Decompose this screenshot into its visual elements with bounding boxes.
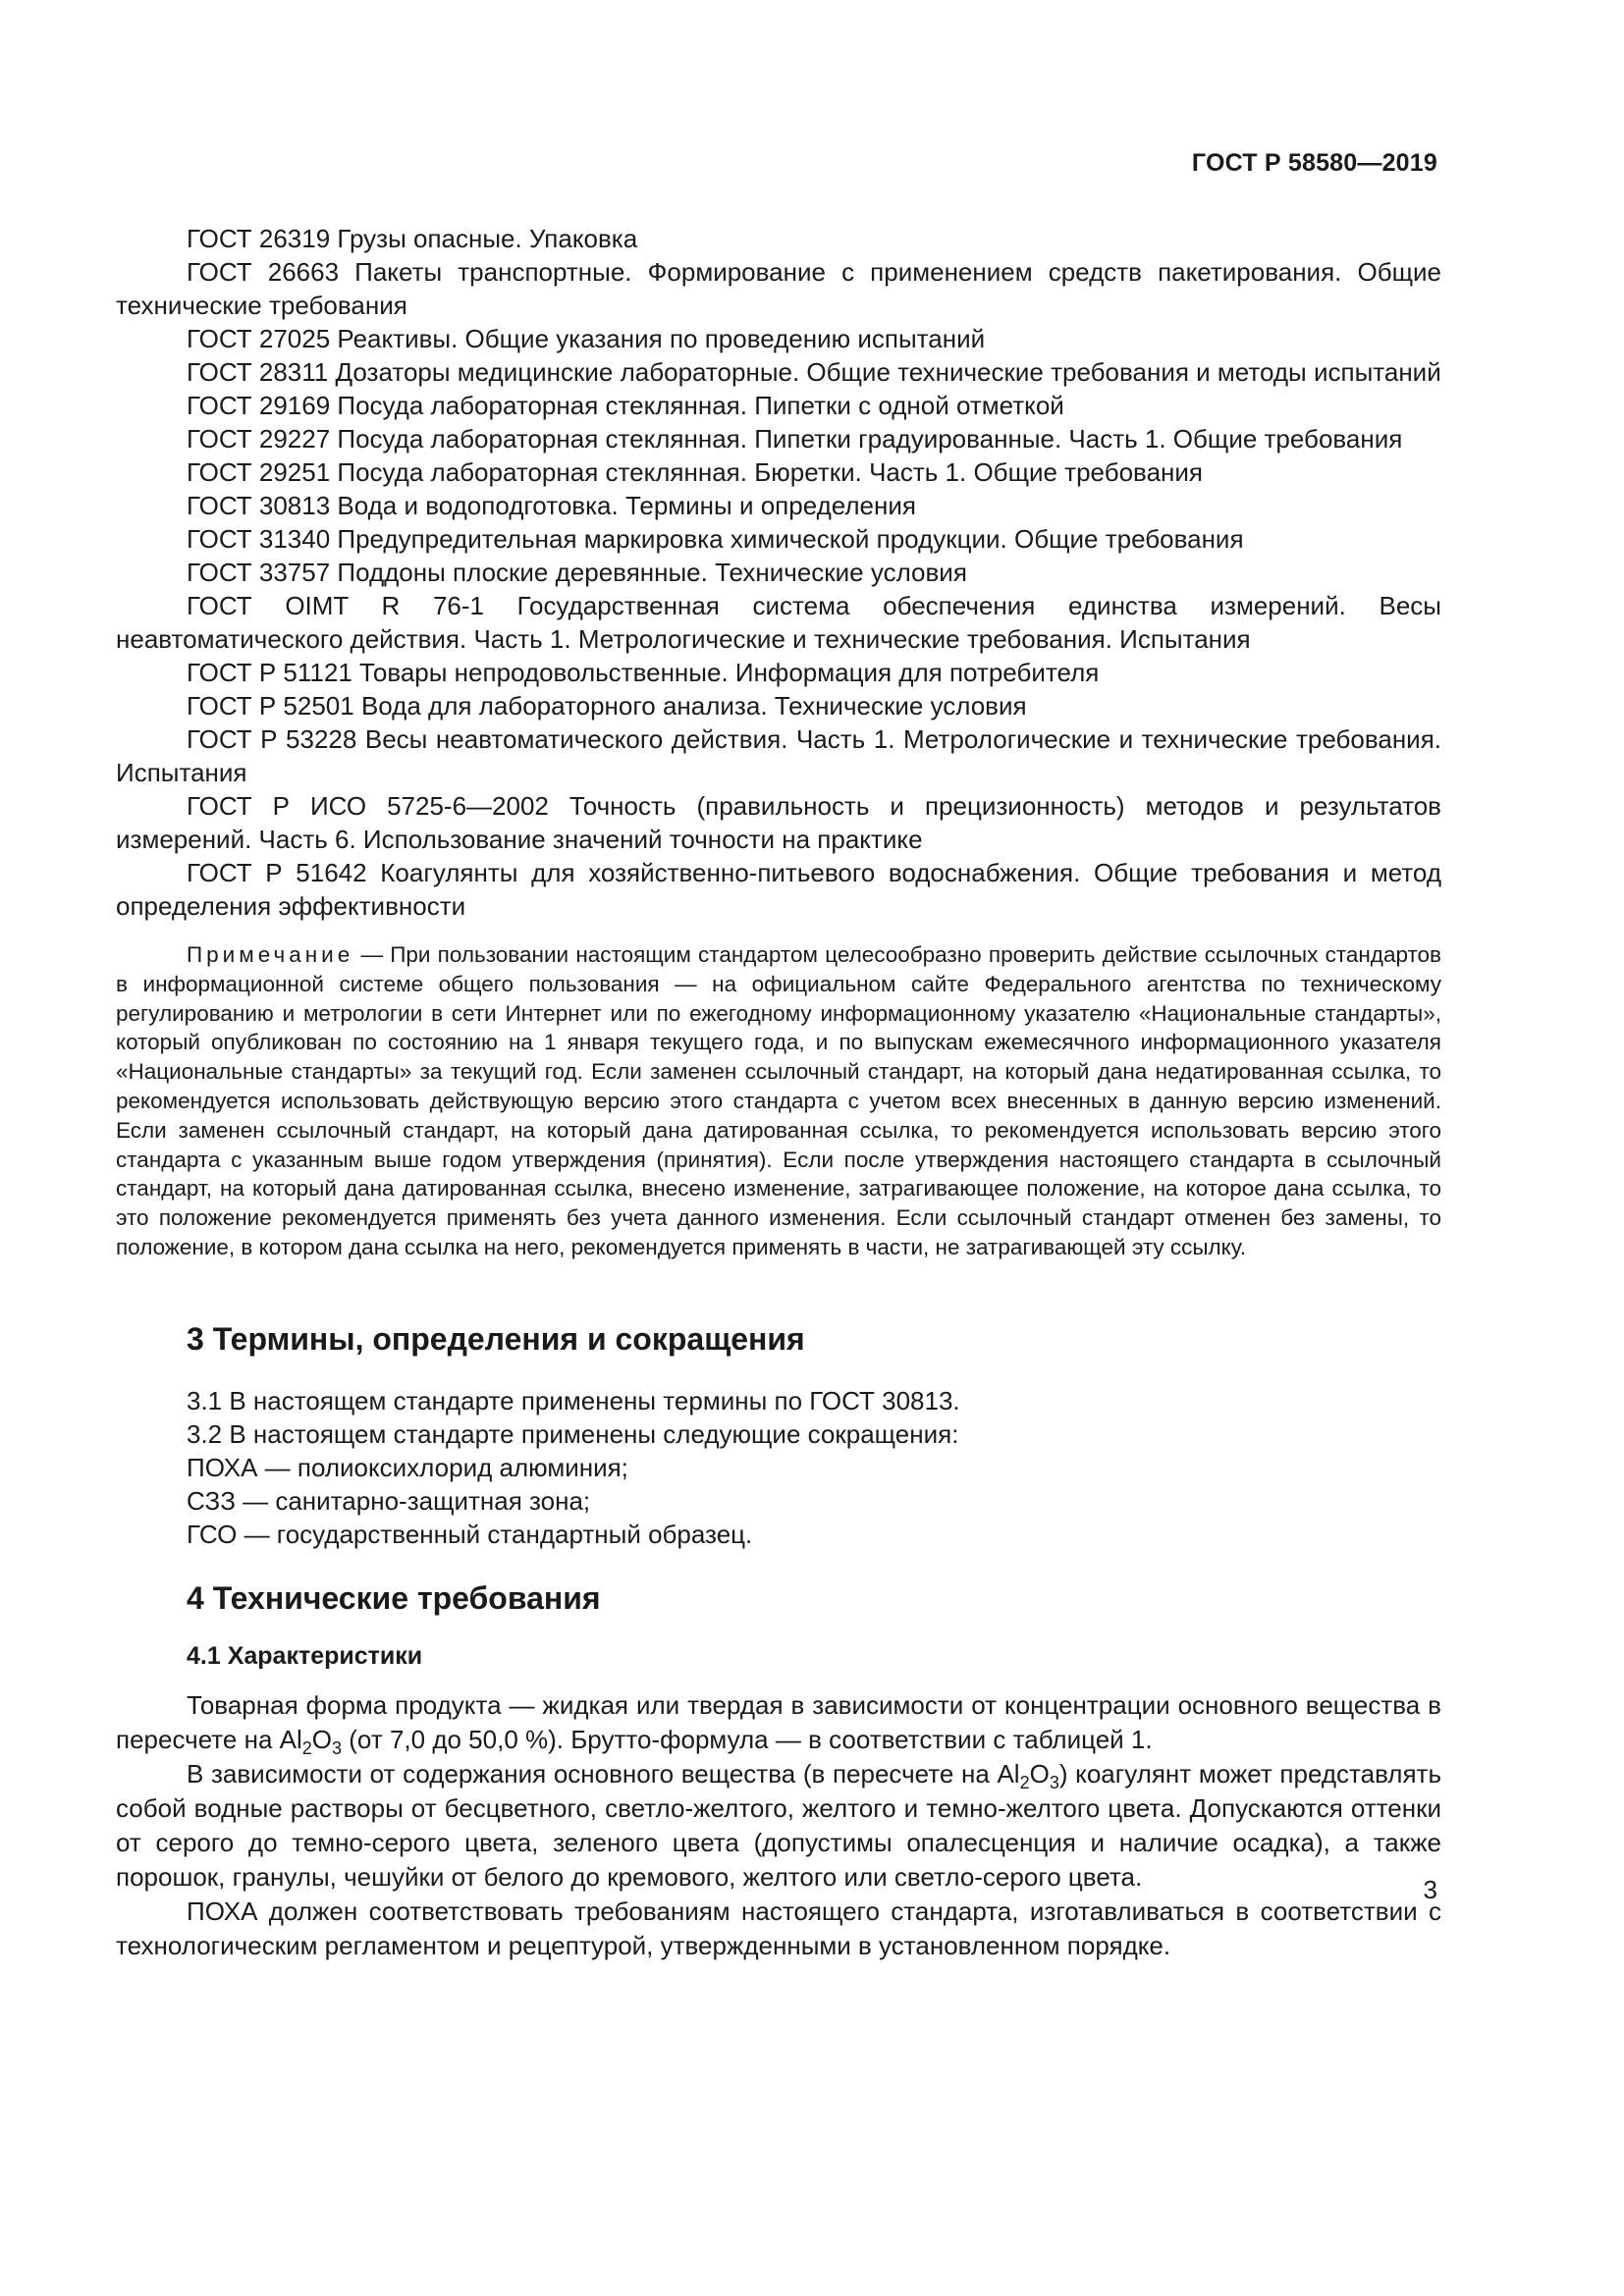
reference-item: ГОСТ 31340 Предупредительная маркировка химической продукции. Общие требования xyxy=(187,524,1244,554)
abbreviation-line: ПОХА — полиоксихлорид алюминия; xyxy=(187,1452,628,1482)
term-line: 3.1 В настоящем стандарте применены термины по ГОСТ 30813. xyxy=(187,1385,960,1415)
reference-item: ГОСТ 29227 Посуда лабораторная стеклянная. Пипетки градуированные. Часть 1. Общие требования xyxy=(187,424,1403,454)
reference-item: ГОСТ Р 51642 Коагулянты для хозяйственно-питьевого водоснабжения. Общие требования и метод определения эффективности xyxy=(116,858,1441,921)
reference-item: ГОСТ 26663 Пакеты транспортные. Формирование с применением средств пакетирования. Общие технические требования xyxy=(116,257,1441,320)
reference-item: ГОСТ 27025 Реактивы. Общие указания по проведению испытаний xyxy=(187,324,986,353)
section-3-content xyxy=(116,1384,1441,1551)
reference-item: ГОСТ 30813 Вода и водоподготовка. Термины и определения xyxy=(187,491,916,520)
reference-item: ГОСТ 33757 Поддоны плоские деревянные. Технические условия xyxy=(187,558,967,587)
subsection-4-1-heading: 4.1 Характеристики xyxy=(187,1641,423,1670)
characteristics-paragraph-3: ПОХА должен соответствовать требованиям настоящего стандарта, изготавливаться в соответствии с технологическим регламентом и рецептурой, утвержденными в установленном порядке. xyxy=(116,1896,1441,1960)
page-body xyxy=(116,222,1441,1963)
reference-item: ГОСТ OIMT R 76-1 Государственная система обеспечения единства измерений. Весы неавтоматического действия. Часть 1. Метрологические и технические требования. Испытания xyxy=(116,591,1441,654)
page-number: 3 xyxy=(1423,1875,1437,1904)
document-id-header: ГОСТ Р 58580—2019 xyxy=(1191,149,1437,177)
characteristics-paragraph-2: В зависимости от содержания основного вещества (в пересчете на $Al_2O_3$) коагулянт может представлять собой водные растворы от бесцветного, светло-желтого, желтого и темно-желтого цвета. Допускаются оттенки от серого до темно-серого цвета, зеленого цвета (допустимы опалесценция и наличие осадка), а также порошок, гранулы, чешуйки от белого до кремового, желтого или светло-серого цвета. xyxy=(116,1758,1441,1892)
reference-item: ГОСТ Р 52501 Вода для лабораторного анализа. Технические условия xyxy=(187,691,1027,721)
normative-references-list xyxy=(116,222,1441,923)
reference-item: ГОСТ Р ИСО 5725-6—2002 Точность (правильность и прецизионность) методов и результатов измерений. Часть 6. Использование значений точности на практике xyxy=(116,791,1441,854)
characteristics-paragraph-1: Товарная форма продукта — жидкая или твердая в зависимости от концентрации основного вещества в пересчете на $Al_2O_3$ (от 7,0 до 50,0 %). Брутто-формула — в соответствии с таблицей 1. xyxy=(116,1689,1441,1758)
reference-item: ГОСТ Р 51121 Товары непродовольственные. Информация для потребителя xyxy=(187,658,1100,687)
note-text: — При пользовании настоящим стандартом целесообразно проверить действие ссылочных стандартов в информационной системе общего пользования — на официальном сайте Федерального агентства по техническому регулированию и метрологии в сети Интернет или по ежегодному информационному указателю «Национальные стандарты», который опубликован по состоянию на 1 января текущего года, и по выпускам ежемесячного информационного указателя «Национальные стандарты» за текущий год. Если заменен ссылочный стандарт, на который дана недатированная ссылка, то рекомендуется использовать действующую версию этого стандарта с учетом всех внесенных в данную версию изменений. Если заменен ссылочный стандарт, на который дана датированная ссылка, то рекомендуется использовать версию этого стандарта с указанным выше годом утверждения (принятия). Если после утверждения настоящего стандарта в ссылочный стандарт, на который дана датированная ссылка, внесено изменение, затрагивающее положение, на которое дана ссылка, то это положение рекомендуется применять без учета данного изменения. Если ссылочный стандарт отменен без замены, то положение, в котором дана ссылка на него, рекомендуется применять в части, не затрагивающей эту ссылку. xyxy=(116,942,1441,1259)
reference-item: ГОСТ 29251 Посуда лабораторная стеклянная. Бюретки. Часть 1. Общие требования xyxy=(187,457,1203,487)
reference-note xyxy=(116,940,1441,1262)
reference-item: ГОСТ 26319 Грузы опасные. Упаковка xyxy=(187,224,638,253)
reference-item: ГОСТ 29169 Посуда лабораторная стеклянная. Пипетки с одной отметкой xyxy=(187,391,1064,420)
section-4-1-content xyxy=(116,1688,1441,1963)
section-3-heading: 3 Термины, определения и сокращения xyxy=(187,1320,805,1357)
reference-item: ГОСТ 28311 Дозаторы медицинские лабораторные. Общие технические требования и методы испытаний xyxy=(187,357,1441,387)
note-label: Примечание xyxy=(187,942,354,967)
term-line: 3.2 В настоящем стандарте применены следующие сокращения: xyxy=(187,1418,959,1449)
section-4-heading: 4 Технические требования xyxy=(187,1579,601,1616)
abbreviation-line: СЗЗ — санитарно-защитная зона; xyxy=(187,1485,591,1516)
abbreviation-line: ГСО — государственный стандартный образец. xyxy=(187,1519,753,1549)
reference-item: ГОСТ Р 53228 Весы неавтоматического действия. Часть 1. Метрологические и технические требования. Испытания xyxy=(116,724,1441,787)
